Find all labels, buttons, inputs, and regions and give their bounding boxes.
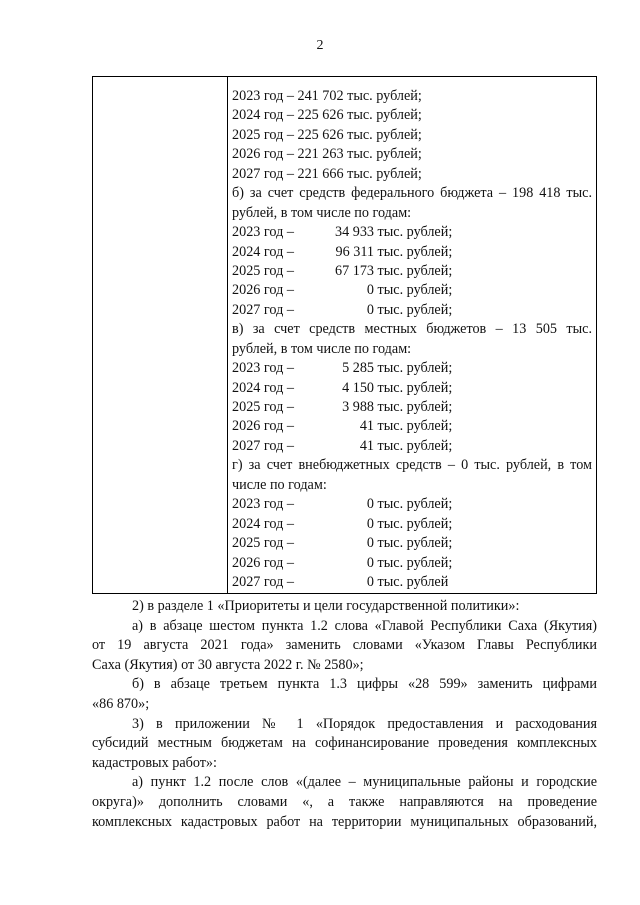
year-label: 2023 год – bbox=[232, 360, 294, 377]
page-number: 2 bbox=[316, 38, 324, 53]
regional-year-line: 2026 год – 221 263 тыс. рублей; bbox=[232, 146, 422, 163]
year-amount: 3 988 bbox=[342, 399, 374, 415]
body-line: от 19 августа 2021 года» заменить словами «Указом Главы Республики bbox=[92, 637, 597, 654]
year-unit: тыс. рублей; bbox=[374, 282, 453, 299]
local-heading: в) за счет средств местных бюджетов – 13 505 тыс. bbox=[232, 321, 592, 338]
body-line: комплексных кадастровых работ на территории муниципальных образований, bbox=[92, 813, 597, 830]
year-amount: 0 bbox=[366, 282, 374, 299]
year-amount: 96 311 bbox=[335, 243, 374, 260]
year-amount: 67 173 bbox=[334, 262, 374, 279]
table-column-divider bbox=[227, 77, 228, 593]
year-label: 2026 год – bbox=[232, 282, 294, 299]
regional-year-line: 2027 год – 221 666 тыс. рублей; bbox=[232, 165, 422, 182]
year-row bbox=[232, 515, 592, 534]
year-amount: 0 bbox=[366, 554, 374, 571]
year-label: 2027 год – bbox=[232, 573, 294, 590]
body-line: 3) в приложении № 1 «Порядок предоставления и расходования bbox=[132, 715, 597, 732]
year-unit: тыс. рублей; bbox=[374, 554, 453, 571]
year-label: 2023 год – bbox=[232, 496, 294, 513]
year-label: 2026 год – bbox=[232, 418, 294, 435]
year-unit: тыс. рублей; bbox=[374, 379, 453, 396]
year-row bbox=[232, 262, 592, 281]
year-label: 2025 год – bbox=[232, 262, 294, 279]
year-amount: 0 bbox=[366, 573, 374, 590]
year-label: 2024 год – bbox=[232, 515, 294, 532]
year-row bbox=[232, 534, 592, 553]
local-heading-cont: рублей, в том числе по годам: bbox=[232, 340, 412, 357]
year-row bbox=[232, 281, 592, 300]
federal-heading-cont: рублей, в том числе по годам: bbox=[232, 204, 412, 221]
regional-year-line: 2023 год – 241 702 тыс. рублей; bbox=[232, 88, 422, 104]
year-row bbox=[232, 495, 592, 514]
year-label: 2023 год – bbox=[232, 224, 294, 241]
federal-heading: б) за счет средств федерального бюджета – 198 418 тыс. bbox=[232, 185, 592, 202]
year-label: 2025 год – bbox=[232, 535, 294, 552]
year-amount: 0 bbox=[366, 301, 374, 318]
year-amount: 0 bbox=[366, 535, 374, 552]
year-unit: тыс. рублей; bbox=[374, 515, 453, 532]
year-unit: тыс. рублей; bbox=[374, 437, 453, 454]
year-row bbox=[232, 301, 592, 320]
body-line: Саха (Якутия) от 30 августа 2022 г. № 2580»; bbox=[92, 656, 364, 673]
year-amount: 5 285 bbox=[342, 360, 374, 377]
regional-year-line: 2025 год – 225 626 тыс. рублей; bbox=[232, 126, 422, 143]
year-unit: тыс. рублей; bbox=[374, 535, 453, 552]
extrabudget-heading-cont: числе по годам: bbox=[232, 476, 327, 493]
year-unit: тыс. рублей bbox=[374, 573, 449, 590]
year-unit: тыс. рублей; bbox=[374, 262, 453, 279]
year-row bbox=[232, 243, 592, 262]
body-line: а) в абзаце шестом пункта 1.2 слова «Главой Республики Саха (Якутия) bbox=[132, 617, 597, 634]
year-amount: 41 bbox=[359, 418, 374, 435]
year-amount: 4 150 bbox=[342, 379, 374, 396]
extrabudget-years bbox=[232, 495, 592, 592]
year-amount: 34 933 bbox=[334, 224, 374, 241]
year-unit: тыс. рублей; bbox=[374, 224, 453, 241]
funding-table bbox=[92, 76, 597, 594]
year-unit: тыс. рублей; bbox=[374, 496, 453, 513]
year-label: 2027 год – bbox=[232, 301, 294, 318]
year-unit: тыс. рублей; bbox=[374, 360, 453, 377]
year-row bbox=[232, 417, 592, 436]
year-amount: 41 bbox=[359, 437, 374, 454]
year-unit: тыс. рублей; bbox=[374, 243, 453, 260]
year-label: 2027 год – bbox=[232, 437, 294, 454]
regional-year-line: 2024 год – 225 626 тыс. рублей; bbox=[232, 107, 422, 124]
year-row bbox=[232, 437, 592, 456]
year-row bbox=[232, 554, 592, 573]
extrabudget-heading: г) за счет внебюджетных средств – 0 тыс. рублей, в том bbox=[232, 457, 592, 474]
year-row bbox=[232, 573, 592, 592]
body-line: субсидий местным бюджетам на софинансирование проведения комплексных bbox=[92, 735, 597, 752]
year-row bbox=[232, 359, 592, 378]
year-row bbox=[232, 223, 592, 242]
amendment-text bbox=[92, 597, 597, 832]
federal-years bbox=[232, 223, 592, 320]
funding-cell bbox=[232, 87, 592, 592]
year-unit: тыс. рублей; bbox=[374, 399, 453, 415]
year-row bbox=[232, 398, 592, 417]
local-years bbox=[232, 359, 592, 456]
year-unit: тыс. рублей; bbox=[374, 301, 453, 318]
body-line: 2) в разделе 1 «Приоритеты и цели государственной политики»: bbox=[132, 598, 520, 614]
body-line: «86 870»; bbox=[92, 695, 150, 712]
year-label: 2025 год – bbox=[232, 399, 294, 415]
year-label: 2026 год – bbox=[232, 554, 294, 571]
year-label: 2024 год – bbox=[232, 243, 294, 260]
body-line: кадастровых работ»: bbox=[92, 754, 217, 771]
year-row bbox=[232, 379, 592, 398]
year-amount: 0 bbox=[366, 496, 374, 513]
body-line: округа)» дополнить словами «, а также направляются на проведение bbox=[92, 793, 597, 810]
year-unit: тыс. рублей; bbox=[374, 418, 453, 435]
body-line: а) пункт 1.2 после слов «(далее – муниципальные районы и городские bbox=[132, 774, 597, 791]
year-amount: 0 bbox=[366, 515, 374, 532]
body-line: б) в абзаце третьем пункта 1.3 цифры «28 599» заменить цифрами bbox=[132, 676, 597, 693]
year-label: 2024 год – bbox=[232, 379, 294, 396]
